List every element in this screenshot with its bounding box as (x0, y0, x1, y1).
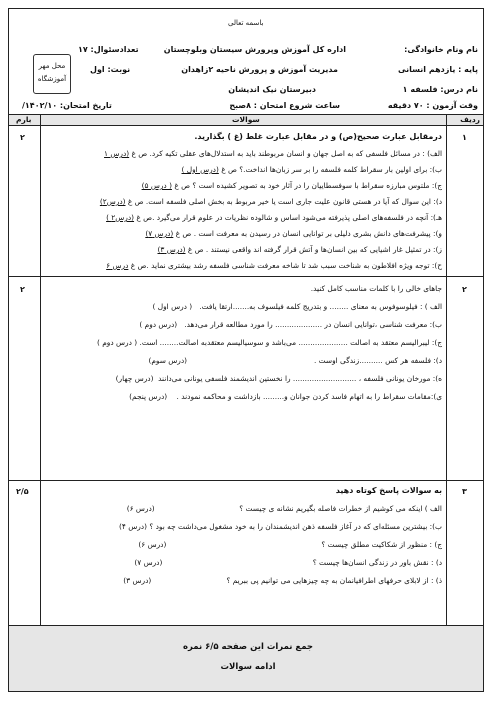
section-2-bottom (8, 480, 484, 481)
section-1-score: ۲ (20, 133, 25, 142)
col-score-header: بارم (16, 115, 32, 124)
basmala: باسمه تعالی (228, 19, 264, 27)
table-head-divider (8, 125, 484, 126)
school-stamp-label: محل مهر آموزشگاه (37, 62, 67, 83)
s3-line-a: الف ) اینکه می کوشیم از خطرات فاصله بگیریم نشانه ی چیست ؟ (درس ۶) (126, 504, 442, 513)
grade-label: پایه : یازدهم انسانی (398, 65, 478, 74)
section-1-title: درمقابل عبارت صحیح(ص) و در مقابل عبارت غلط (غ ) بگذارید. (194, 132, 442, 141)
section-3-row: ۳ (462, 487, 467, 496)
col-row-header: ردیف (460, 115, 480, 124)
s1-line-f: و): پیشرفت‌های دانش بشری دلیلی بر توانایی انسان در رسیدن به معرفت است . ص غ (درس ۷) (145, 229, 442, 238)
s2-line-e: ه): مورخان یونانی فلسفه ، ........................... را نخستین اندیشمند فلسفی یونانی می‌دانند (درس چهار) (115, 374, 442, 383)
exam-date: تاریخ امتحان: ۱۴۰۲/۱۰/ (22, 101, 112, 110)
section-1-bottom (8, 276, 484, 277)
s1-line-h: ح): توجه ویژه افلاطون به شناخت سبب شد تا شاخه معرفت شناسی فلسفه رشد بیشتری نماید .ص غ درس ۶ (106, 261, 442, 270)
score-col-divider (40, 115, 41, 625)
s3-line-e: ذ) : از لابلای حرفهای اطرافیانمان به چه چیزهایی می توانیم پی ببریم ؟ (درس ۳) (123, 576, 442, 585)
subject-label: نام درس: فلسفه ۱ (402, 85, 478, 94)
section-2-row: ۲ (462, 285, 467, 294)
row-col-divider (446, 115, 447, 625)
exam-time-label: وقت آزمون : ۷۰ دقیقه (387, 101, 478, 110)
s3-line-d: د) : نقش باور در زندگی انسان‌ها چیست ؟ (درس ۷) (134, 558, 442, 567)
s1-line-d: د): این سوال که آیا در هستی قانون علیت جاری است یا خیر مربوط به بخش اصلی فلسفه است. ص غ (درس۲) (99, 197, 442, 206)
turn: نوبت: اول (90, 65, 131, 74)
page-total: جمع نمرات این صفحه ۶/۵ نمره (182, 642, 314, 652)
section-3-score: ۲/۵ (16, 487, 29, 496)
org-line-1: اداره کل آموزش وپرورش سیستان وبلوچستان (163, 45, 346, 54)
s1-line-c: ج): ملتوس مبارزه سقراط با سوفسطاییان را در آثار خود به تصویر کشیده است ؟ ص غ ( درس ۵) (141, 181, 442, 190)
section-2-score: ۲ (20, 285, 25, 294)
section-1-row: ۱ (462, 133, 467, 142)
col-questions-header: سوالات (232, 115, 260, 124)
s1-line-g: ز): در تمثیل غار اشیایی که بین انسان‌ها و آتش قرار گرفته اند واقعی نیستند . ص غ (درس ۳) (157, 245, 442, 254)
s1-line-a: الف) : در مسائل فلسفی که به اصل جهان و انسان مربوطند باید به استدلال‌های عقلی تکیه کرد. ص غ (درس ۱ (104, 149, 442, 158)
start-time: ساعت شروع امتحان : ۸صبح (229, 101, 340, 110)
s2-line-d: د): فلسفه هر کس ..........زندگی اوست . (درس سوم) (148, 356, 442, 365)
school-name: دبیرستان نیک اندیشان (228, 85, 316, 94)
s3-line-b: ب): بیشترین مسئله‌ای که در آغاز فلسفه ذهن اندیشمندان را به خود مشغول می‌داشت چه بود ؟ (درس ۴) (118, 522, 442, 531)
footer-bg (9, 626, 483, 691)
s2-line-c: ج): لیبرالیسم معتقد به اصالت ..................... می‌باشد و سوسیالیسم معتقدبه اصالت........ است. ( درس دوم ) (96, 338, 442, 347)
section-2-title: جاهای خالی را با کلمات مناسب کامل کنید. (310, 284, 442, 293)
continue-note: ادامه سوالات (220, 662, 276, 672)
section-3-title: به سوالات پاسخ کوتاه دهید (335, 486, 442, 495)
s2-line-f: ی):مقامات سقراط را به اتهام فاسد کردن جوانان و......... بازداشت و محاکمه نمودند . (درس پنجم) (129, 392, 442, 401)
s1-line-b: ب): برای اولین بار سقراط کلمه فلسفه را بر سر زبان‌ها انداخت.؟ ص غ (درس اول ) (181, 165, 442, 174)
s2-line-b: ب): معرفت شناسی ،توانایی انسان در .................... را مورد مطالعه قرار می‌دهد. (درس دوم ) (139, 320, 442, 329)
student-name-label: نام ونام خانوادگی: (404, 45, 478, 54)
s3-line-c: ج) : منظور از شکاکیت مطلق چیست ؟ (درس ۶) (138, 540, 442, 549)
org-line-2: مدیریت آموزش و پرورش ناحیه ۲زاهدان (181, 65, 338, 74)
s2-line-a: الف ) : فیلوسوفوس به معنای ........ و بتدریج کلمه فیلسوف به.......ارتقا یافت. ( درس اول ) (152, 302, 442, 311)
question-count: تعدادسئوال: ۱۷ (78, 45, 139, 54)
s1-line-e: هـ): آنچه در فلسفه‌های اصلی پذیرفته می‌شود اساس و شالوده نظریات در علوم قرار می‌گیرد .ص غ (درس۲ ) (106, 213, 442, 222)
